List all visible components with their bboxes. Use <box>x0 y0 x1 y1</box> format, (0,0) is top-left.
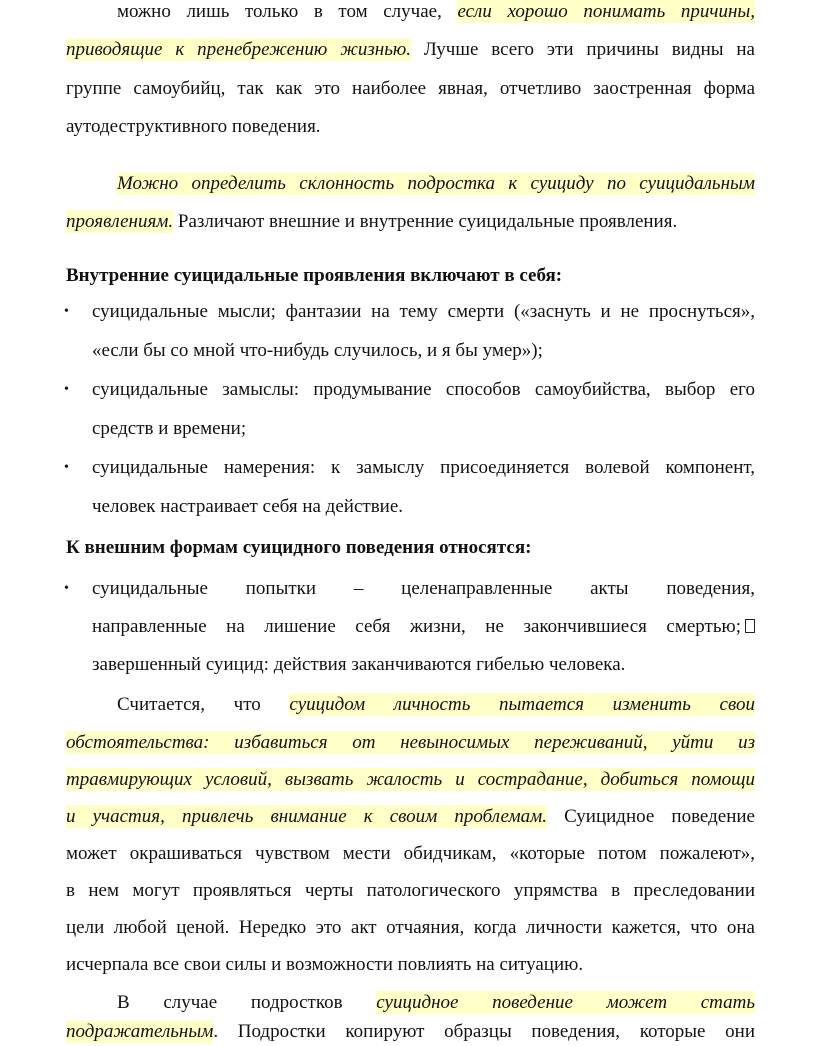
text-run: Различают внешние и внутренние суицидальные проявления. <box>173 211 678 232</box>
highlighted-text: приводящие к пренебрежению жизнью. <box>66 39 411 60</box>
text-run: В случае подростков <box>117 992 377 1013</box>
external-item-line-2 <box>92 615 755 639</box>
highlighted-text: суицидом личность пытается изменить свои <box>289 694 755 715</box>
external-item-line-1: суицидальные попытки – целенаправленные акты поведения, <box>92 578 755 599</box>
internal-item-1-line-2: «если бы со мной что-нибудь случилось, и я бы умер»); <box>92 340 543 361</box>
text-run: . Подростки копируют образцы поведения, которые они <box>213 1021 755 1042</box>
missing-glyph-box-icon <box>745 619 755 633</box>
internal-item-3-line-1: суицидальные намерения: к замыслу присоединяется волевой компонент, <box>92 457 755 478</box>
text-run: Лучше всего эти причины видны на <box>411 39 755 60</box>
internal-heading: Внутренние суицидальные проявления включают в себя: <box>66 265 563 286</box>
highlighted-text: проявлениям. <box>66 211 174 232</box>
p4-line-1 <box>117 991 755 1015</box>
highlighted-text: суицидное поведение может стать <box>376 992 755 1013</box>
p2-line-1 <box>117 172 755 196</box>
p3-line-7: цели любой ценой. Нередко это акт отчаяния, когда личности кажется, что она <box>66 917 755 938</box>
p3-line-2 <box>66 731 755 755</box>
p1-line-2 <box>66 38 755 62</box>
highlighted-text: если хорошо понимать причины, <box>457 1 755 22</box>
internal-item-2-line-1: суицидальные замыслы: продумывание способов самоубийства, выбор его <box>92 379 755 400</box>
text-run: направленные на лишение себя жизни, не закончившиеся смертью; <box>92 616 741 637</box>
internal-item-2-line-2: средств и времени; <box>92 418 247 439</box>
external-heading: К внешним формам суицидного поведения относятся: <box>66 537 532 558</box>
highlighted-text: травмирующих условий, вызвать жалость и сострадание, добиться помощи <box>66 769 755 790</box>
p3-line-4 <box>66 805 755 829</box>
internal-item-3-line-2: человек настраивает себя на действие. <box>92 496 404 517</box>
p3-line-8: исчерпала все свои силы и возможности повлиять на ситуацию. <box>66 954 584 975</box>
bullet-icon: • <box>64 382 69 397</box>
text-run: Считается, что <box>117 694 290 715</box>
highlighted-text: и участия, привлечь внимание к своим проблемам. <box>66 806 547 827</box>
bullet-icon: • <box>64 460 69 475</box>
highlighted-text: Можно определить склонность подростка к суициду по суицидальным <box>117 173 755 194</box>
p4-line-2 <box>66 1020 755 1044</box>
highlighted-text: подражательным <box>66 1021 214 1042</box>
text-run: Суицидное поведение <box>546 806 755 827</box>
p3-line-1 <box>117 693 755 717</box>
p1-line-1 <box>117 0 755 24</box>
p3-line-3 <box>66 768 755 792</box>
highlighted-text: обстоятельства: избавиться от невыносимых переживаний, уйти из <box>66 732 755 753</box>
text-run: можно лишь только в том случае, <box>117 1 458 22</box>
bullet-icon: • <box>64 304 69 319</box>
p3-line-5: может окрашиваться чувством мести обидчикам, «которые потом пожалеют», <box>66 843 755 864</box>
internal-item-1-line-1: суицидальные мысли; фантазии на тему смерти («заснуть и не проснуться», <box>92 301 755 322</box>
p3-line-6: в нем могут проявляться черты патологического упрямства в преследовании <box>66 880 755 901</box>
external-item-line-3: завершенный суицид: действия заканчиваются гибелью человека. <box>92 654 626 675</box>
bullet-icon: • <box>64 581 69 596</box>
p1-line-3: группе самоубийц, так как это наиболее явная, отчетливо заостренная форма <box>66 78 755 99</box>
p2-line-2 <box>66 210 755 234</box>
p1-line-4: аутодеструктивного поведения. <box>66 116 321 137</box>
